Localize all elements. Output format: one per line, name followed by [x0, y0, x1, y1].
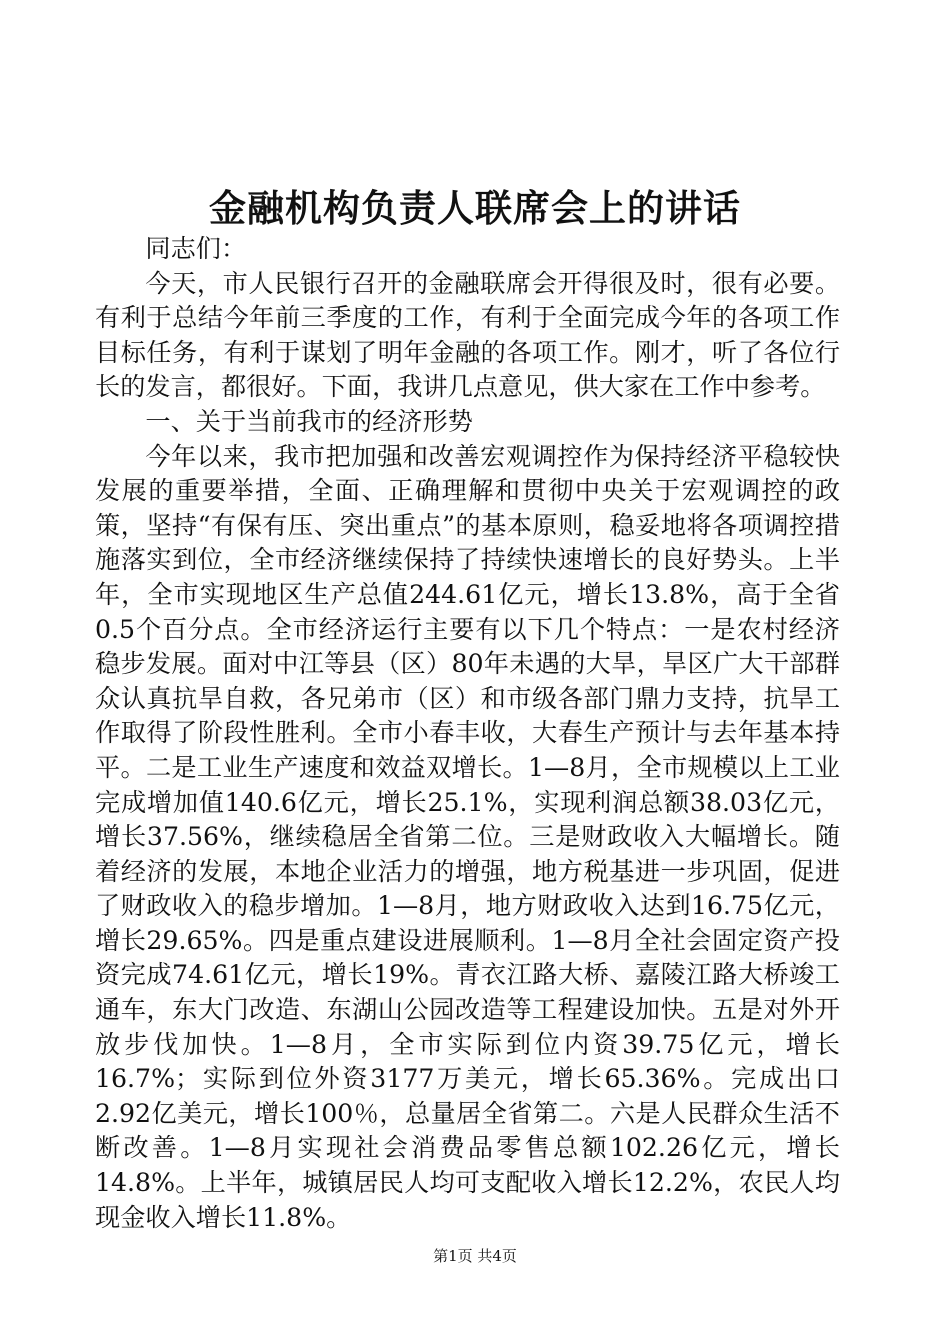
document-body [95, 232, 840, 1235]
economy-paragraph: 今年以来，我市把加强和改善宏观调控作为保持经济平稳较快发展的重要举措，全面、正确理解和贯彻中央关于宏观调控的政策，坚持“有保有压、突出重点”的基本原则，稳妥地将各项调控措施落实到位，全市经济继续保持了持续快速增长的良好势头。上半年，全市实现地区生产总值244.61亿元，增长13.8%，高于全省0.5个百分点。全市经济运行主要有以下几个特点：一是农村经济稳步发展。面对中江等县（区）80年未遇的大旱，旱区广大干部群众认真抗旱自救，各兄弟市（区）和市级各部门鼎力支持，抗旱工作取得了阶段性胜利。全市小春丰收，大春生产预计与去年基本持平。二是工业生产速度和效益双增长。1—8月，全市规模以上工业完成增加值140.6亿元，增长25.1%，实现利润总额38.03亿元，增长37.56%，继续稳居全省第二位。三是财政收入大幅增长。随着经济的发展，本地企业活力的增强，地方税基进一步巩固，促进了财政收入的稳步增加。1—8月，地方财政收入达到16.75亿元，增长29.65%。四是重点建设进展顺利。1—8月全社会固定资产投资完成74.61亿元，增长19%。青衣江路大桥、嘉陵江路大桥竣工通车，东大门改造、东湖山公园改造等工程建设加快。五是对外开放步伐加快。1—8月，全市实际到位内资39.75亿元，增长16.7%；实际到位外资3177万美元，增长65.36%。完成出口2.92亿美元，增长100％，总量居全省第二。六是人民群众生活不断改善。1—8月实现社会消费品零售总额102.26亿元，增长14.8%。上半年，城镇居民人均可支配收入增长12.2%，农民人均现金收入增长11.8%。 [95, 441, 840, 1232]
document-title: 金融机构负责人联席会上的讲话 [209, 186, 741, 230]
salutation: 同志们： [145, 234, 247, 263]
section-heading: 一、关于当前我市的经济形势 [145, 406, 473, 436]
intro-paragraph: 今天，市人民银行召开的金融联席会开得很及时，很有必要。有利于总结今年前三季度的工作，有利于全面完成今年的各项工作目标任务，有利于谋划了明年金融的各项工作。刚才，听了各位行长的发言，都很好。下面，我讲几点意见，供大家在工作中参考。 [95, 268, 840, 402]
page-footer: 第1页 共4页 [433, 1247, 517, 1265]
